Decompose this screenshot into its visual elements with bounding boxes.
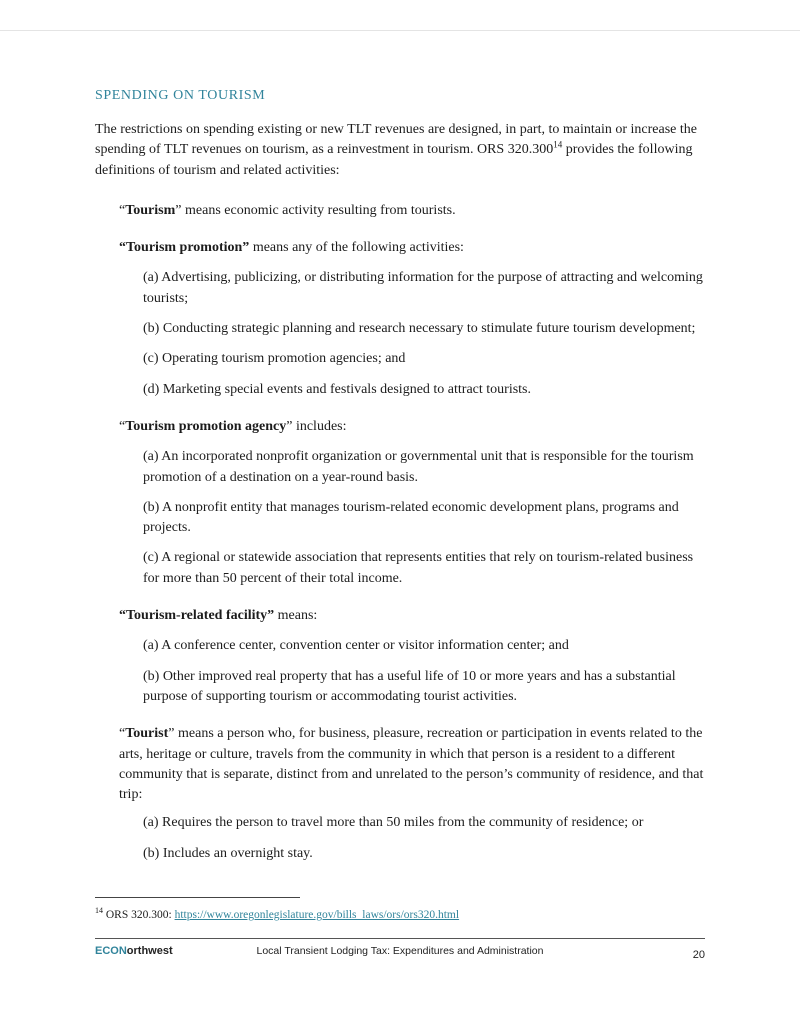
intro-text-before-ref: The restrictions on spending existing or new TLT revenues are designed, in part, to maintain or increase the spending of TLT revenues on tourism, as a reinvestment in tourism. ORS 320.300 <box>95 122 697 158</box>
footer-brand <box>95 945 248 957</box>
definition-tourist <box>119 724 707 805</box>
section-heading: SPENDING ON TOURISM <box>95 88 266 103</box>
definition-list-item: (c) Operating tourism promotion agencies; and <box>143 351 406 367</box>
intro-text-after-ref: provides the following definitions of tourism and related activities: <box>95 142 693 178</box>
definition-list-item: (a) Advertising, publicizing, or distributing information for the purpose of attracting and welcoming tourists; <box>143 270 703 306</box>
footnote-block <box>95 897 707 923</box>
footnote-reference-marker: 14 <box>553 139 563 150</box>
footer-row <box>95 945 705 961</box>
definition-tourism-promotion <box>119 238 707 258</box>
page-footer <box>95 938 705 961</box>
definition-list-item: (b) Other improved real property that has a useful life of 10 or more years and has a substantial purpose of supporting tourism or accommodating tourist activities. <box>143 668 676 704</box>
definition-list-item: (d) Marketing special events and festivals designed to attract tourists. <box>143 381 532 397</box>
definition-tourism-promotion-agency <box>119 417 707 437</box>
definition-term: “Tourism-related facility” <box>119 608 275 624</box>
definition-rest: ” means economic activity resulting from tourists. <box>175 202 456 218</box>
definition-rest: ” includes: <box>286 418 347 434</box>
footer-document-title: Local Transient Lodging Tax: Expenditures and Administration <box>256 945 544 957</box>
footnote-text <box>95 905 707 923</box>
definition-rest: means: <box>274 608 318 624</box>
page-number: 20 <box>692 949 705 961</box>
definition-list-item: (c) A regional or statewide association that represents entities that rely on tourism-related business for more than 50 percent of their total income. <box>143 550 694 586</box>
brand-accent-text: ECON <box>95 945 127 957</box>
footnote-link[interactable]: https://www.oregonlegislature.gov/bills_laws/ors/ors320.html <box>174 908 460 921</box>
definition-pre: “ <box>119 726 126 742</box>
definition-term: Tourist <box>125 726 169 742</box>
definition-rest: ” means a person who, for business, pleasure, recreation or participation in events related to the arts, heritage or culture, travels from the community in which that person is a resident to a different community that is separate, distinct from and unrelated to the person’s community of residence, and that trip: <box>119 726 704 803</box>
definition-term: Tourism <box>125 202 176 218</box>
definition-list-item: (b) Conducting strategic planning and research necessary to stimulate future tourism development; <box>143 321 696 337</box>
definition-tourism <box>119 201 707 221</box>
page-top-edge <box>0 30 800 31</box>
footnote-divider <box>95 897 300 898</box>
intro-paragraph <box>95 120 707 181</box>
definition-pre: “ <box>119 418 126 434</box>
footnote-number: 14 <box>95 906 103 915</box>
definition-term: Tourism promotion agency <box>125 418 287 434</box>
definition-list-item: (a) Requires the person to travel more than 50 miles from the community of residence; or <box>143 815 644 831</box>
footnote-label: ORS 320.300: <box>103 908 175 921</box>
footer-divider <box>95 938 705 939</box>
definition-tourism-related-facility <box>119 606 707 626</box>
brand-rest-text: orthwest <box>126 945 173 957</box>
definition-rest: means any of the following activities: <box>249 240 464 256</box>
definition-term: “Tourism promotion” <box>119 240 250 256</box>
definition-list-item: (a) A conference center, convention center or visitor information center; and <box>143 638 569 654</box>
page-content <box>95 88 707 874</box>
definition-list-item: (a) An incorporated nonprofit organization or governmental unit that is responsible for the tourism promotion of a destination on a year-round basis. <box>143 449 694 485</box>
definition-list-item: (b) A nonprofit entity that manages tourism-related economic development plans, programs and projects. <box>143 499 679 536</box>
definition-list-item: (b) Includes an overnight stay. <box>143 845 313 861</box>
definition-pre: “ <box>119 202 126 218</box>
